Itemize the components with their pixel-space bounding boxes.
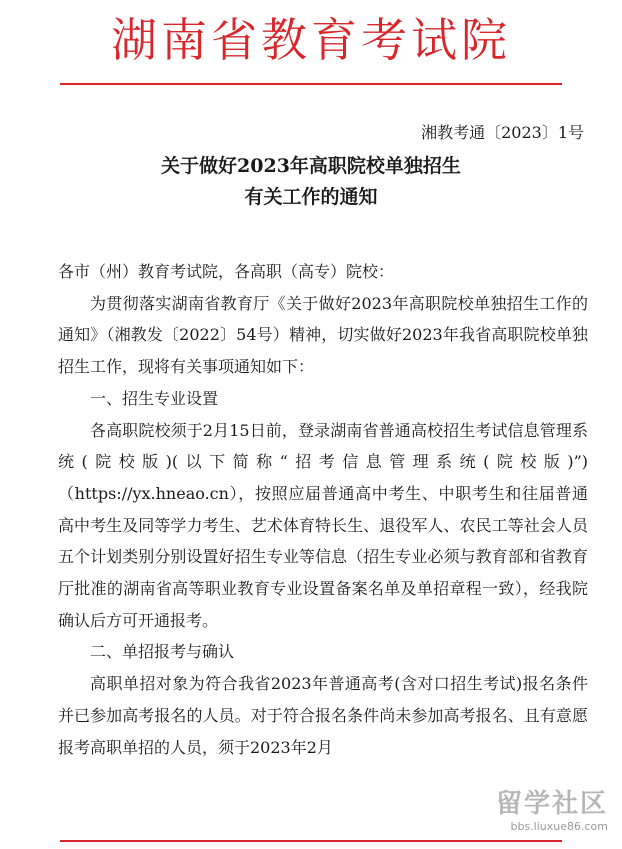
document-number: 湘教考通〔2023〕1号 xyxy=(421,123,584,142)
section-2-heading: 二、单招报考与确认 xyxy=(90,642,235,662)
letterhead-org-name: 湖南省教育考试院 xyxy=(111,13,511,67)
watermark-logo: 留学社区 xyxy=(495,789,608,819)
document-title-line-2: 有关工作的通知 xyxy=(244,186,378,208)
watermark xyxy=(433,783,608,835)
section-1-heading: 一、招生专业设置 xyxy=(90,388,219,408)
section-2-paragraph: 高职单招对象为符合我省2023年普通高考(含对口招生考试)报名条件并已参加高考报名的人员。对于符合报名条件尚未参加高考报名、且有意愿报考高职单招的人员，须于2023年2月 xyxy=(58,674,588,757)
salutation: 各市（州）教育考试院，各高职（高专）院校： xyxy=(58,262,395,281)
footer-red-rule xyxy=(60,840,562,842)
watermark-url: bbs.liuxue86.com xyxy=(510,820,608,833)
letterhead-red-rule xyxy=(60,83,562,85)
section-1-paragraph: 各高职院校须于2月15日前，登录湖南省普通高校招生考试信息管理系统(院校版)(以下简称“招考信息管理系统(院校版)”)（https://yx.hneao.cn），按照应届普通高中考生、中职考生和往届普通高中考生及同等学力考生、艺术体育特长生、退役军人、农民工等社会人员五个计划类别分别设置好招生专业等信息（招生专业必须与教育部和省教育厅批准的湖南省高等职业教育专业设置备案名单及单招章程一致），经我院确认后方可开通报考。 xyxy=(58,420,588,630)
document-body xyxy=(58,256,588,763)
intro-paragraph: 为贯彻落实湖南省教育厅《关于做好2023年高职院校单独招生工作的通知》（湘教发〔2022〕54号）精神，切实做好2023年我省高职院校单独招生工作，现将有关事项通知如下： xyxy=(58,293,588,377)
document-title-line-1: 关于做好2023年高职院校单独招生 xyxy=(161,155,461,177)
